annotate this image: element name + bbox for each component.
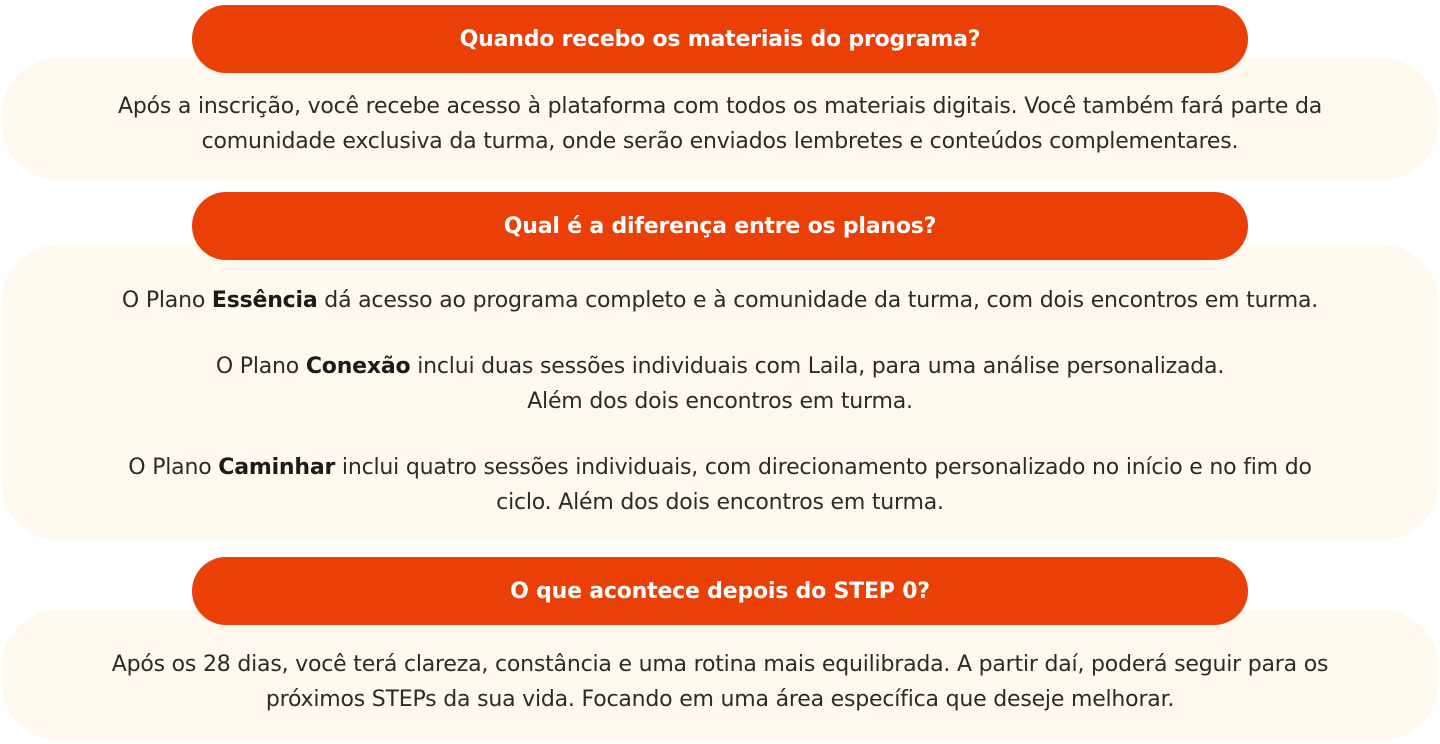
plan-essencia-name: Essência [211, 288, 318, 313]
faq-answer-3-line-1: Após os 28 dias, você terá clareza, constância e uma rotina mais equilibrada. A partir daí, poderá seguir para os [111, 652, 1329, 677]
plan-conexao-text-2: Além dos dois encontros em turma. [527, 389, 913, 414]
faq-answer-2 [2, 245, 1438, 540]
plan-caminhar-text-2: ciclo. Além dos dois encontros em turma. [496, 490, 944, 515]
faq-question-1-label: Quando recebo os materiais do programa? [459, 26, 981, 52]
plan-conexao-name: Conexão [305, 354, 411, 379]
plan-caminhar-text: O Plano Caminhar inclui quatro sessões individuais, com direcionamento personalizado no início e no fim do [128, 455, 1312, 480]
faq-question-2-label: Qual é a diferença entre os planos? [503, 213, 937, 239]
plan-caminhar-name: Caminhar [218, 455, 336, 480]
faq-answer-3 [2, 610, 1438, 740]
faq-question-1[interactable] [192, 5, 1248, 73]
plan-essencia-text: O Plano Essência dá acesso ao programa completo e à comunidade da turma, com dois encontros em turma. [121, 288, 1319, 313]
faq-answer-1 [2, 58, 1438, 180]
faq-question-3[interactable] [192, 557, 1248, 625]
faq-question-3-label: O que acontece depois do STEP 0? [510, 578, 930, 604]
faq-question-2[interactable] [192, 192, 1248, 260]
faq-answer-3-line-2: próximos STEPs da sua vida. Focando em uma área específica que deseje melhorar. [265, 687, 1175, 712]
plan-conexao-text: O Plano Conexão inclui duas sessões individuais com Laila, para uma análise personalizada. [215, 354, 1225, 379]
faq-answer-1-line-1: Após a inscrição, você recebe acesso à plataforma com todos os materiais digitais. Você também fará parte da [117, 94, 1322, 119]
faq-answer-1-line-2: comunidade exclusiva da turma, onde serão enviados lembretes e conteúdos complementares. [201, 129, 1239, 154]
